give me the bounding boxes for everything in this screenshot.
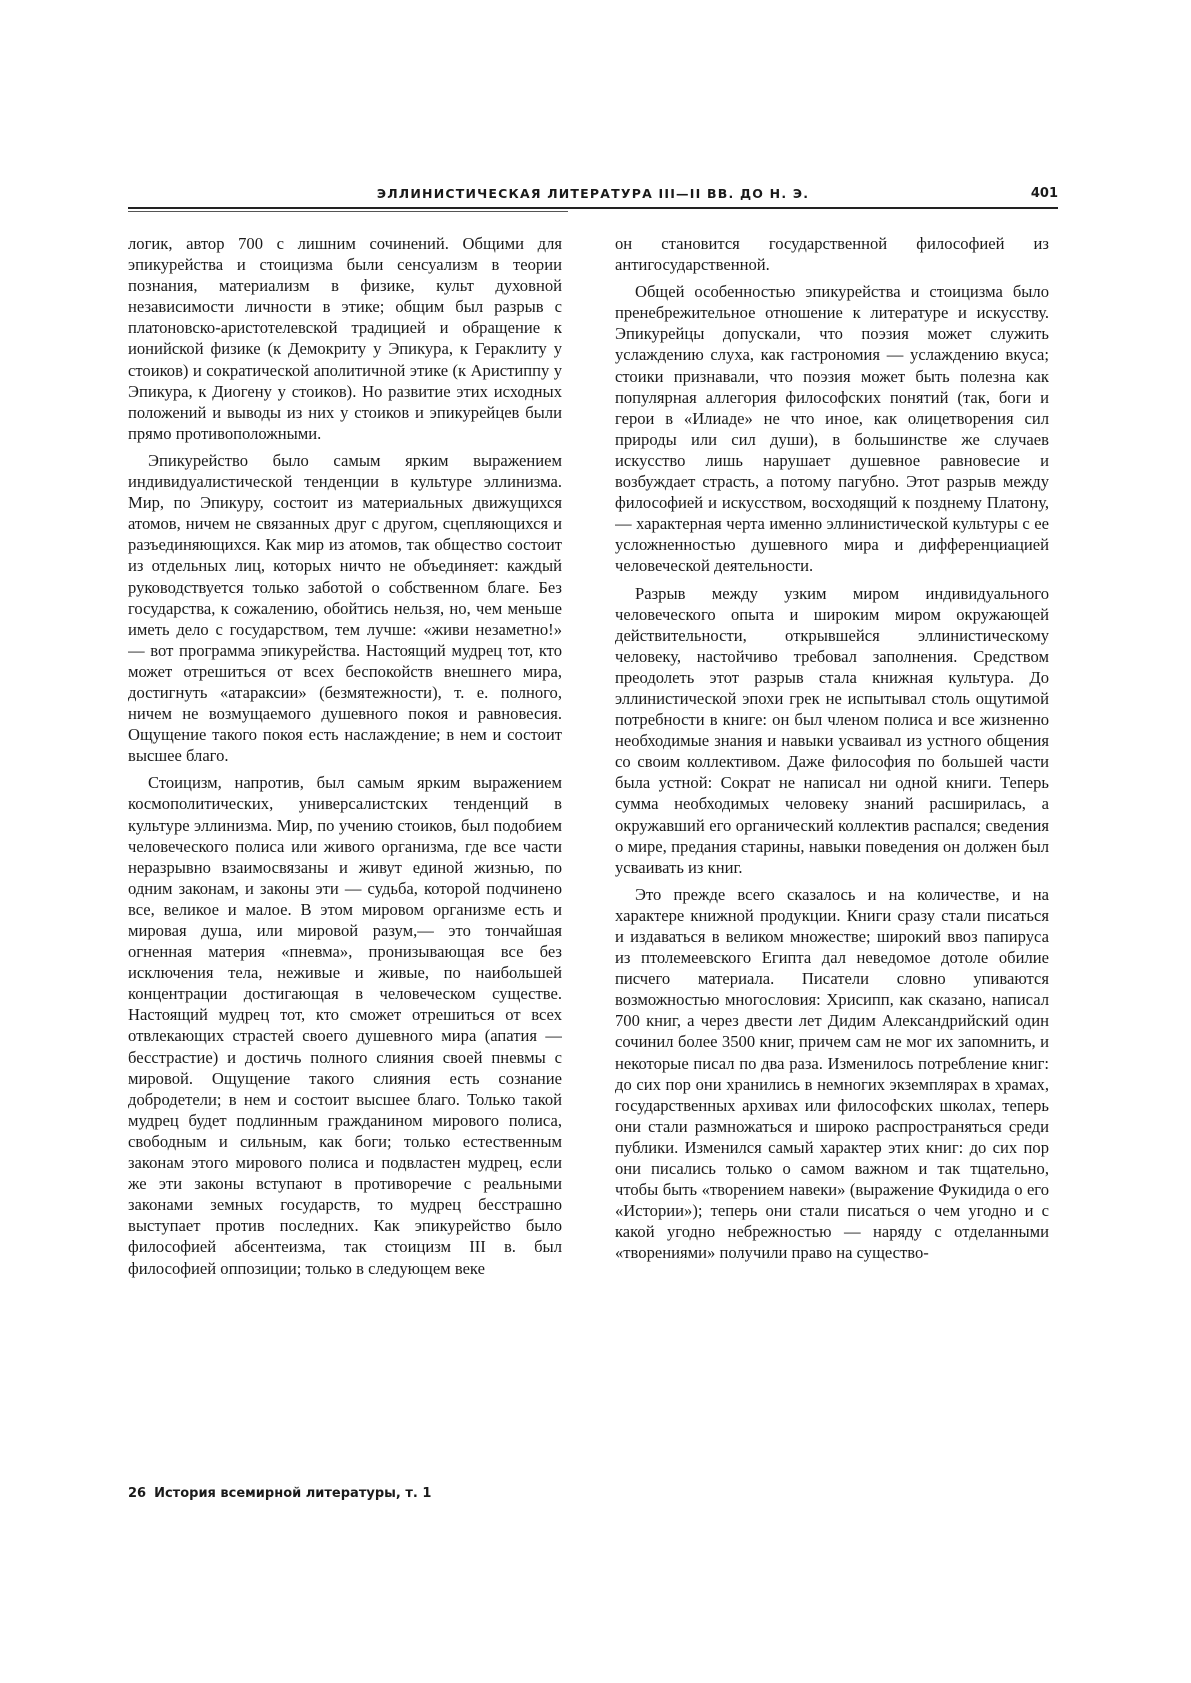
paragraph: Разрыв между узким миром индивидуального человеческого опыта и широким миром окружающей действительности, открывшейся эллинистическому человеку, настойчиво требовал заполнения. Средством преодолеть этот разрыв стала книжная культура. До эллинистической эпохи грек не испытывал столь ощутимой потребности в книге: он был членом полиса и все жизненно необходимые знания и навыки усваивал из устного общения со своим коллективом. Даже философия по большей части была устной: Сократ не написал ни одной книги. Теперь сумма необходимых человеку знаний расширилась, а окружавший его органический коллектив распался; сведения о мире, предания старины, навыки поведения он должен был усваивать из книг. — [615, 583, 1049, 877]
header-rule-thin — [128, 211, 568, 212]
printer-signature — [128, 1486, 431, 1501]
paragraph: Стоицизм, напротив, был самым ярким выражением космополитических, универсалистских тенденций в культуре эллинизма. Мир, по учению стоиков, был подобием человеческого полиса или живого организма, где все части неразрывно взаимосвязаны и живут единой жизнью, по одним законам, и законы эти — судьба, которой подчинено все, великое и малое. В этом мировом организме есть и мировая душа, или мировой разум,— это тончайшая огненная материя «пневма», пронизывающая все без исключения тела, неживые и живые, по наибольшей концентрации достигающая в человеческом существе. Настоящий мудрец тот, кто сможет отрешиться от всех отвлекающих страстей своего душевного мира (апатия — бесстрастие) и достичь полного слияния своей пневмы с мировой. Ощущение такого слияния есть сознание добродетели; в нем и состоит высшее благо. Только такой мудрец будет подлинным гражданином мирового полиса, свободным и сильным, как боги; только естественным законам этого мирового полиса и подвластен мудрец, если же эти законы вступают в противоречие с реальными законами земных государств, то мудрец бесстрашно выступает против последних. Как эпикурейство было философией абсентеизма, так стоицизм III в. был философией оппозиции; только в следующем веке — [128, 773, 562, 1278]
left-column — [128, 233, 562, 1443]
paragraph: он становится государственной философией из антигосударственной. — [615, 234, 1049, 275]
page-number: 401 — [1030, 186, 1058, 201]
running-header-title: ЭЛЛИНИСТИЧЕСКАЯ ЛИТЕРАТУРА III—II ВВ. ДО Н. Э. — [376, 186, 810, 201]
running-header — [128, 186, 1058, 208]
signature-text: История всемирной литературы, т. 1 — [154, 1486, 432, 1501]
paragraph: Это прежде всего сказалось и на количестве, и на характере книжной продукции. Книги сразу стали писаться и издаваться в великом множестве; широкий ввоз папируса из птолемеевского Египта дал неведомое дотоле обилие писчего материала. Писатели словно упиваются возможностью многословия: Хрисипп, как сказано, написал 700 книг, а через двести лет Дидим Александрийский один сочинил более 3500 книг, причем сам не мог их запомнить, и некоторые писал по два раза. Изменилось потребление книг: до сих пор они хранились в немногих экземплярах в храмах, государственных архивах или философских школах, теперь они стали размножаться и широко распространяться среди публики. Изменился самый характер этих книг: до сих пор они писались только о самом важном и так тщательно, чтобы быть «творением навеки» (выражение Фукидида о его «Истории»); теперь они стали писаться о чем угодно и с какой угодно небрежностью — наряду с отделанными «творениями» получили право на существо- — [615, 884, 1049, 1263]
paragraph: Общей особенностью эпикурейства и стоицизма было пренебрежительное отношение к литературе и искусству. Эпикурейцы допускали, что поэзия может служить услаждению слуха, как гастрономия — услаждению вкуса; стоики признавали, что поэзия может быть полезна как популярная аллегория философских понятий (так, боги и герои в «Илиаде» не что иное, как олицетворения сил природы или сил души), в большинстве же случаев искусство лишь нарушает душевное равновесие и возбуждает страсть, а потому пагубно. Этот разрыв между философией и искусством, восходящий к позднему Платону,— характерная черта именно эллинистической культуры с ее усложненностью душевного мира и дифференциацией человеческой деятельности. — [615, 282, 1049, 576]
paragraph: Эпикурейство было самым ярким выражением индивидуалистической тенденции в культуре эллинизма. Мир, по Эпикуру, состоит из материальных движущихся атомов, ничем не связанных друг с другом, сцепляющихся и разъединяющихся. Как мир из атомов, так общество состоит из отдельных лиц, которых ничто не объединяет: каждый руководствуется только заботой о собственном благе. Без государства, к сожалению, обойтись нельзя, но, чем меньше иметь дело с государством, тем лучше: «живи незаметно!» — вот программа эпикурейства. Настоящий мудрец тот, кто может отрешиться от всех беспокойств внешнего мира, достигнуть «атараксии» (безмятежности), т. е. полного, ничем не возмущаемого душевного покоя и равновесия. Ощущение такого покоя есть наслаждение; в нем и состоит высшее благо. — [128, 450, 562, 766]
paragraph: логик, автор 700 с лишним сочинений. Общими для эпикурейства и стоицизма были сенсуализм в теории познания, материализм в физике, культ духовной независимости личности в этике; общим был разрыв с платоновско-аристотелевской традицией и обращение к ионийской физике (к Демокриту у Эпикура, к Гераклиту у стоиков) и сократической аполитичной этике (к Аристиппу у Эпикура, к Диогену у стоиков). Но развитие этих исходных положений и выводы из них у стоиков и эпикурейцев были прямо противоположными. — [128, 234, 562, 443]
header-rule — [128, 207, 1058, 209]
right-column — [615, 233, 1049, 1443]
signature-number: 26 — [128, 1486, 147, 1501]
